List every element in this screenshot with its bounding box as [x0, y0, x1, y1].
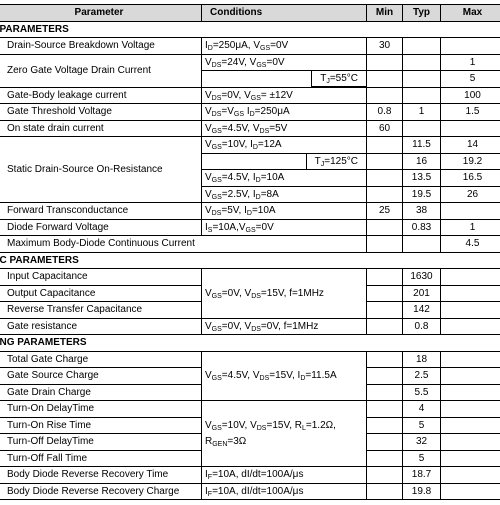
table-row: Turn-Off Fall Time 5 [0, 450, 500, 467]
table-row: Gate Drain Charge 5.5 [0, 384, 500, 401]
table-row: Body Diode Reverse Recovery Charge $I_F=10A$, dI/dt=100A/μs 19.8 [0, 483, 500, 500]
table-row: Reverse Transfer Capacitance 142 [0, 302, 500, 319]
table-row: Body Diode Reverse Recovery Time $I_F=10A$, dI/dt=100A/μs 18.7 [0, 467, 500, 484]
table-row: On state drain current $V_{GS}=4.5V$, $V_{DS}=5V$ 60 [0, 120, 500, 137]
section-dynamic: C PARAMETERS [0, 252, 500, 269]
table-row: Turn-Off DelayTime 32 [0, 434, 500, 451]
table-row: Static Drain-Source On-Resistance $V_{GS}=10V$, $I_D=12A$ 11.5 14 [0, 137, 500, 154]
table-row: Output Capacitance 201 [0, 285, 500, 302]
col-min: Min [367, 5, 403, 22]
table-row: Drain-Source Breakdown Voltage $I_D=250\mu A$, $V_{GS}=0V$ 30 [0, 38, 500, 55]
table-row: Diode Forward Voltage $I_S=10A,V_{GS}=0V$ 0.83 1 [0, 219, 500, 236]
table-row: Gate-Body leakage current $V_{DS}=0V$, $V_{GS}= \pm 12V$ 100 [0, 87, 500, 104]
table-row: Gate Threshold Voltage $V_{DS}=V_{GS}$ $I_D=250\mu A$ 0.8 1 1.5 [0, 104, 500, 121]
table-row: Zero Gate Voltage Drain Current $V_{DS}=24V$, $V_{GS}=0V$ 1 [0, 54, 500, 71]
table-row: Gate Source Charge 2.5 [0, 368, 500, 385]
col-parameter: Parameter [0, 5, 202, 22]
table-row: Input Capacitance $V_{GS}=0V$, $V_{DS}=15V$, f=1MHz 1630 [0, 269, 500, 286]
table-row: $T_J=125^\circ C$ 16 19.2 [0, 153, 500, 170]
table-row: Turn-On Rise Time 5 [0, 417, 500, 434]
section-switching: NG PARAMETERS [0, 335, 500, 352]
table-row: Turn-On DelayTime $V_{GS}=10V$, $V_{DS}=15V$, $R_L=1.2\Omega$, $R_{GEN}=3\Omega$ 4 [0, 401, 500, 418]
table-row: Forward Transconductance $V_{DS}=5V$, $I_D=10A$ 25 38 [0, 203, 500, 220]
col-typ: Typ [403, 5, 441, 22]
table-row: $V_{GS}=4.5V$, $I_D=10A$ 13.5 16.5 [0, 170, 500, 187]
table-row: Maximum Body-Diode Continuous Current 4.5 [0, 236, 500, 253]
table-row: $V_{GS}=2.5V$, $I_D=8A$ 19.5 26 [0, 186, 500, 203]
section-static: PARAMETERS [0, 21, 500, 38]
table-row: $T_J=55^\circ C$ 5 [0, 71, 500, 88]
header-row [0, 5, 500, 22]
spec-table [0, 4, 500, 500]
table-row: Gate resistance $V_{GS}=0V$, $V_{DS}=0V$, f=1MHz 0.8 [0, 318, 500, 335]
col-conditions: Conditions [202, 5, 367, 22]
table-row: Total Gate Charge $V_{GS}=4.5V$, $V_{DS}=15V$, $I_D=11.5A$ 18 [0, 351, 500, 368]
col-max: Max [441, 5, 500, 22]
